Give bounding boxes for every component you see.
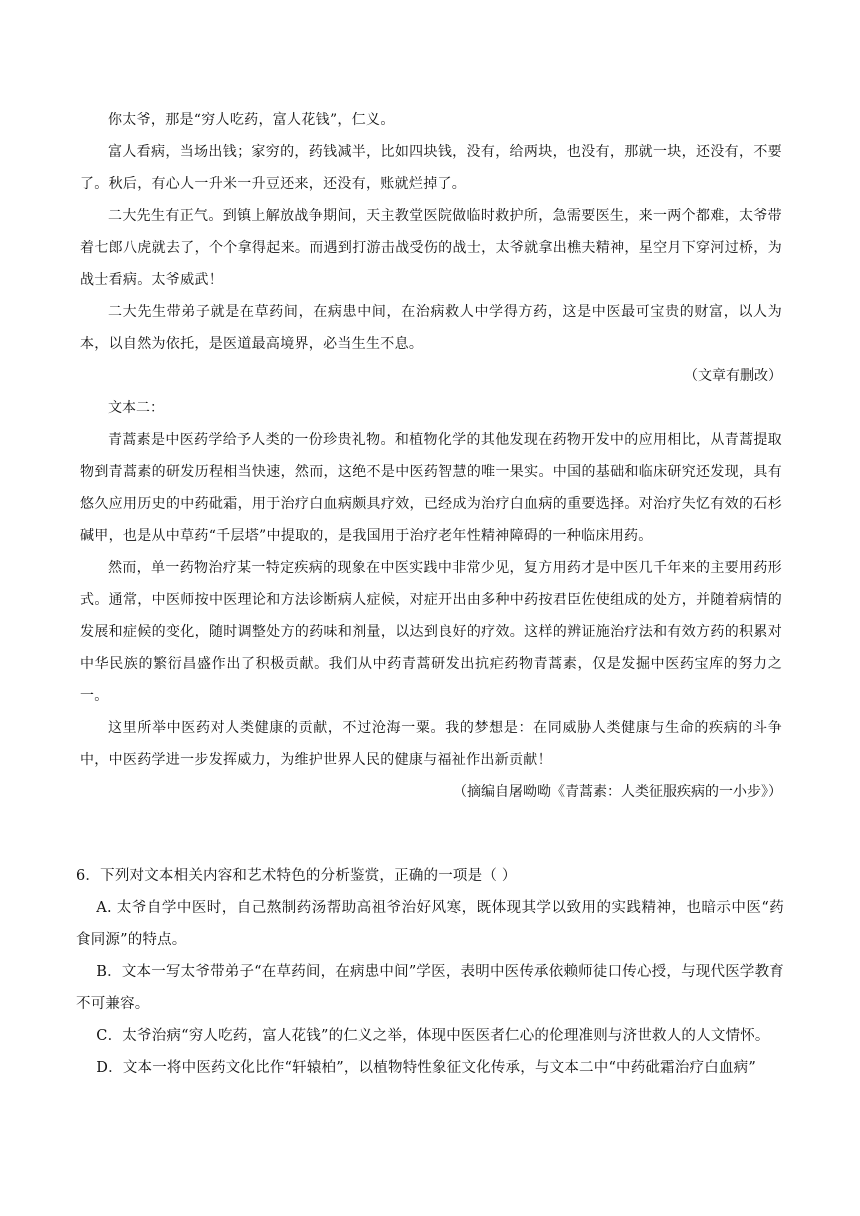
source-note: （摘编自屠呦呦《青蒿素：人类征服疾病的一小步》） <box>453 784 782 800</box>
paragraph: 青蒿素是中医药学给予人类的一份珍贵礼物。和植物化学的其他发现在药物开发中的应用相比，从青蒿提取物到青蒿素的研发历程相当快速，然而，这绝不是中医药智慧的唯一果实。中国的基础和临床研究还发现，具有悠久应用历史的中药砒霜，用于治疗白血病颇具疗效，已经成为治疗白血病的重要选择。对治疗失忆有效的石杉碱甲，也是从中草药“千层塔”中提取的，是我国用于治疗老年性精神障碍的一种临床用药。 <box>80 432 782 544</box>
option-a[interactable]: A. 太爷自学中医时，自己熬制药汤帮助高祖爷治好风寒，既体现其学以致用的实践精神，也暗示中医“药食同源”的特点。 <box>76 900 784 948</box>
text-one-continuation <box>80 104 782 808</box>
question-block <box>76 860 784 1084</box>
paragraph: 二大先生带弟子就是在草药间，在病患中间，在治病救人中学得方药，这是中医最可宝贵的财富，以人为本，以自然为依托，是医道最高境界，必当生生不息。 <box>80 304 782 352</box>
option-d[interactable]: D．文本一将中医药文化比作“轩辕柏”，以植物特性象征文化传承，与文本二中“中药砒霜治疗白血病” <box>96 1060 756 1076</box>
question-stem: 6．下列对文本相关内容和艺术特色的分析鉴赏，正确的一项是（ ） <box>76 868 517 884</box>
paragraph: 然而，单一药物治疗某一特定疾病的现象在中医实践中非常少见，复方用药才是中医几千年来的主要用药形式。通常，中医师按中医理论和方法诊断病人症候，对症开出由多种中药按君臣佐使组成的处方，并随着病情的发展和症候的变化，随时调整处方的药味和剂量，以达到良好的疗效。这样的辨证施治疗法和有效方药的积累对中华民族的繁衍昌盛作出了积极贡献。我们从中药青蒿研发出抗疟药物青蒿素，仅是发掘中医药宝库的努力之一。 <box>80 560 782 704</box>
paragraph: 二大先生有正气。到镇上解放战争期间，天主教堂医院做临时救护所，急需要医生，来一两个都难，太爷带着七郎八虎就去了，个个拿得起来。而遇到打游击战受伤的战士，太爷就拿出樵夫精神，星空月下穿河过桥，为战士看病。太爷威武！ <box>80 208 782 288</box>
paragraph: 这里所举中医药对人类健康的贡献，不过沧海一粟。我的梦想是：在同威胁人类健康与生命的疾病的斗争中，中医药学进一步发挥威力，为维护世界人民的健康与福祉作出新贡献！ <box>80 720 782 768</box>
paragraph: 你太爷，那是“穷人吃药，富人花钱”，仁义。 <box>108 112 395 128</box>
paragraph: 富人看病，当场出钱；家穷的，药钱减半，比如四块钱，没有，给两块，也没有，那就一块，还没有，不要了。秋后，有心人一升米一升豆还来，还没有，账就烂掉了。 <box>80 144 782 192</box>
option-c[interactable]: C．太爷治病“穷人吃药，富人花钱”的仁义之举，体现中医医者仁心的伦理准则与济世救人的人文情怀。 <box>96 1028 770 1044</box>
source-note: （文章有删改） <box>684 368 782 384</box>
option-b[interactable]: B．文本一写太爷带弟子“在草药间，在病患中间”学医，表明中医传承依赖师徒口传心授，与现代医学教育不可兼容。 <box>76 964 784 1012</box>
section-label: 文本二： <box>108 400 164 416</box>
